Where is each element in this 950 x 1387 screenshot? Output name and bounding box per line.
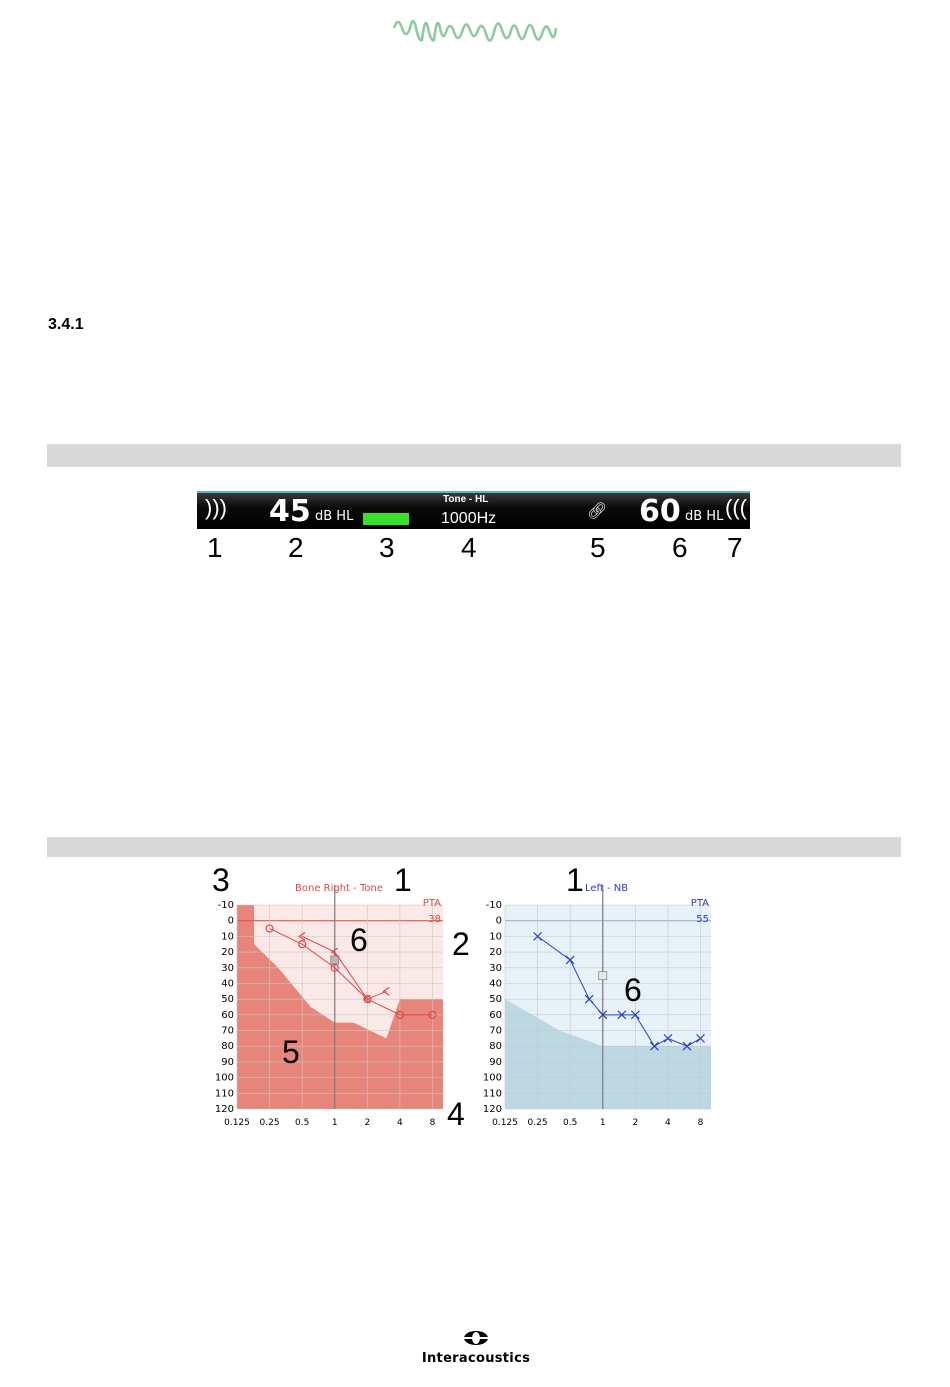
callout-number: 4 [461, 532, 477, 563]
status-bar-callouts [197, 532, 757, 564]
left-level-value: 60 [639, 494, 681, 529]
brand-name: Interacoustics [421, 1351, 531, 1366]
y-tick-label: 60 [489, 1009, 502, 1021]
pta-value: 38 [428, 914, 441, 925]
callout-number: 1 [566, 862, 584, 898]
x-tick-label: 0.25 [259, 1118, 280, 1128]
x-tick-label: 1 [599, 1118, 606, 1128]
y-tick-label: 50 [489, 994, 502, 1006]
pta-label: PTA [690, 898, 709, 909]
y-tick-label: 10 [221, 931, 234, 943]
figure-caption-bar [47, 837, 901, 857]
y-tick-label: 40 [489, 978, 502, 990]
y-tick-label: 70 [489, 1025, 502, 1037]
x-tick-label: 8 [697, 1118, 704, 1128]
figure-caption-bar [47, 444, 901, 467]
y-tick-label: -10 [485, 900, 502, 911]
x-tick-label: 8 [429, 1118, 436, 1128]
x-tick-label: 0.5 [563, 1118, 578, 1128]
y-tick-label: -10 [217, 900, 234, 911]
y-tick-label: 120 [482, 1104, 502, 1115]
y-tick-label: 80 [221, 1041, 234, 1053]
right-audiogram-chart[interactable] [205, 867, 455, 1137]
right-audiogram-panel [205, 867, 455, 1137]
footer-logo [410, 1330, 542, 1364]
x-tick-label: 0.5 [295, 1118, 310, 1128]
pta-value: 55 [696, 914, 709, 925]
callout-number: 1 [394, 862, 412, 898]
callout-number: 5 [590, 532, 606, 563]
audiometer-status-bar [197, 491, 750, 529]
x-tick-label: 0.25 [527, 1118, 548, 1128]
y-tick-label: 10 [489, 931, 502, 943]
x-tick-label: 2 [632, 1118, 639, 1128]
right-level-value: 45 [269, 494, 311, 529]
callout-number: 2 [452, 926, 470, 962]
y-tick-label: 30 [221, 962, 234, 974]
test-mode: Tone - HL [443, 494, 489, 505]
y-tick-label: 100 [214, 1072, 234, 1084]
x-tick-label: 2 [364, 1118, 371, 1128]
section-number: 3.4.1 [48, 316, 84, 333]
left-audiogram-panel [473, 867, 723, 1137]
right-ear-sound-icon[interactable]: ))) [205, 495, 227, 520]
pta-label: PTA [422, 898, 441, 909]
y-tick-label: 110 [214, 1088, 234, 1100]
y-tick-label: 120 [214, 1104, 234, 1115]
callout-number: 6 [672, 532, 688, 563]
y-tick-label: 40 [221, 978, 234, 990]
x-tick-label: 4 [665, 1118, 671, 1128]
y-tick-label: 90 [489, 1056, 502, 1068]
audiogram-title: Bone Right - Tone [295, 883, 383, 894]
y-tick-label: 110 [482, 1088, 502, 1100]
x-tick-label: 0.125 [224, 1118, 250, 1128]
callout-number: 3 [379, 532, 395, 563]
y-tick-label: 0 [227, 915, 234, 927]
left-audiogram-chart[interactable] [473, 867, 723, 1137]
x-tick-label: 0.125 [492, 1118, 518, 1128]
callout-number: 3 [212, 862, 230, 898]
callout-number: 7 [727, 532, 743, 563]
y-tick-label: 20 [489, 947, 502, 959]
x-tick-label: 1 [331, 1118, 338, 1128]
x-tick-label: 4 [397, 1118, 403, 1128]
callout-number: 6 [624, 972, 642, 1008]
y-tick-label: 60 [221, 1009, 234, 1021]
header-waveform-logo [390, 10, 560, 44]
left-level-unit: dB HL [685, 509, 724, 524]
y-tick-label: 80 [489, 1041, 502, 1053]
y-tick-label: 70 [221, 1025, 234, 1037]
y-tick-label: 20 [221, 947, 234, 959]
callout-number: 5 [282, 1034, 300, 1070]
interacoustics-logo-icon [463, 1330, 489, 1346]
level-meter [363, 513, 409, 525]
callout-number: 2 [288, 532, 304, 563]
audiogram-title: Left - NB [585, 883, 629, 894]
cursor-marker [599, 972, 607, 980]
y-tick-label: 0 [495, 915, 502, 927]
right-level-unit: dB HL [315, 509, 354, 524]
callout-number: 1 [207, 532, 223, 563]
left-ear-sound-icon[interactable]: ((( [725, 495, 747, 520]
frequency-value: 1000Hz [441, 510, 497, 527]
link-icon[interactable]: 🔗︎ [587, 503, 608, 520]
y-tick-label: 100 [482, 1072, 502, 1084]
callout-number: 6 [350, 922, 368, 958]
callout-number: 4 [447, 1096, 465, 1132]
y-tick-label: 50 [221, 994, 234, 1006]
y-tick-label: 30 [489, 962, 502, 974]
y-tick-label: 90 [221, 1056, 234, 1068]
cursor-marker [331, 956, 339, 964]
